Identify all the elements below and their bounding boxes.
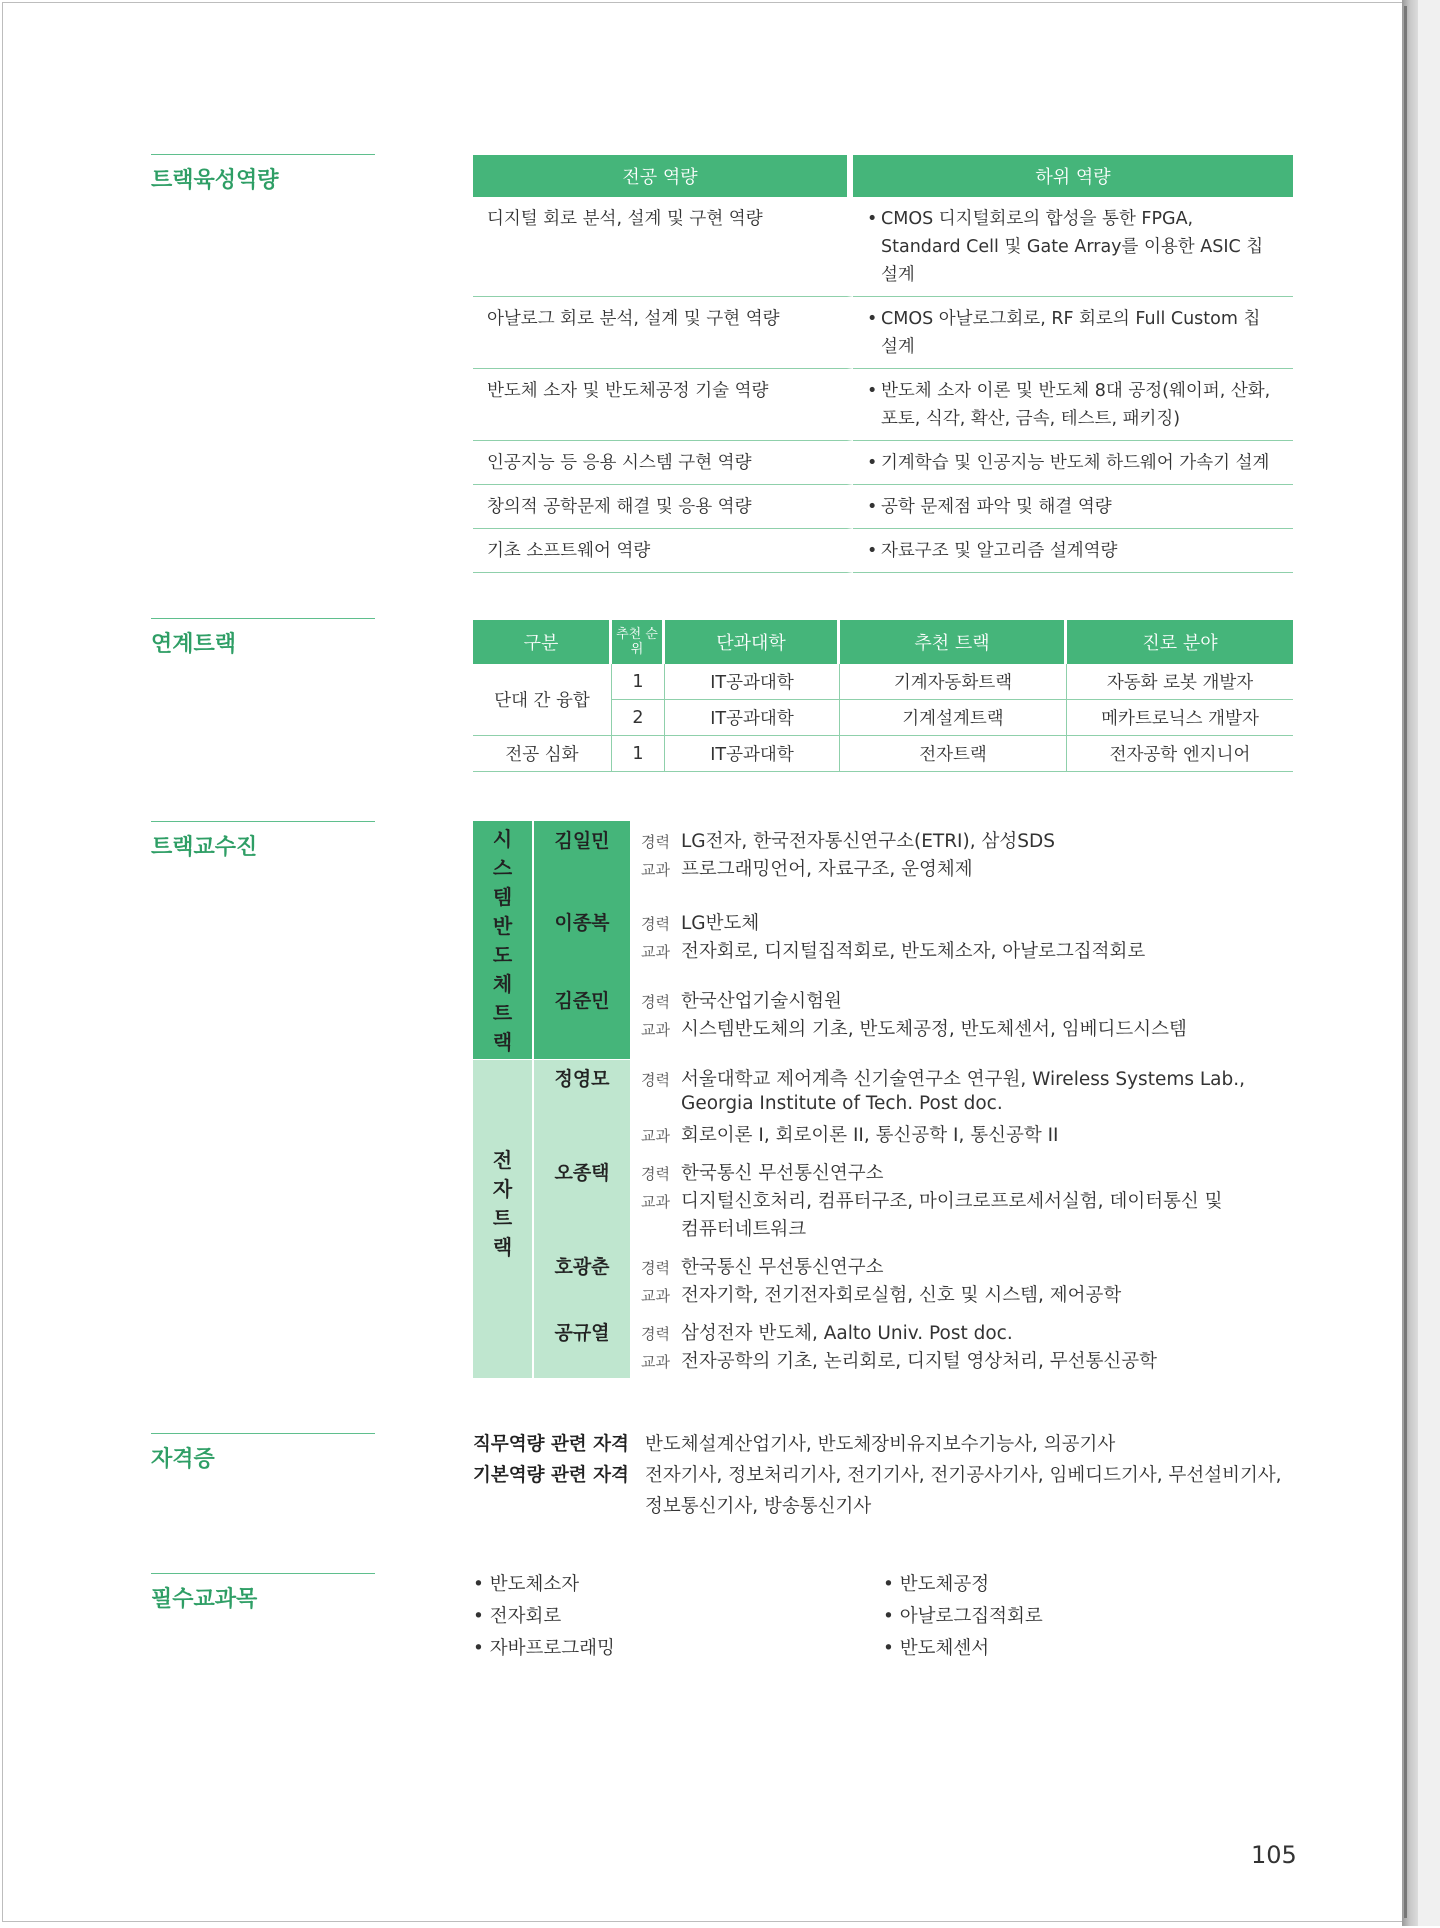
table-row [473,441,1293,485]
header-category: 구분 [473,620,612,664]
basic-certificates: 기본역량 관련 자격 전자기사, 정보처리기사, 전기기사, 전기공사기사, 임베디드기사, 무선설비기사, [473,1465,1282,1486]
professor-name: 호광춘 [554,1256,610,1278]
sub-cell: • 반도체 소자 이론 및 반도체 8대 공정(웨이퍼, 산화, 포토, 식각, 확산, 금속, 테스트, 패키징) [853,369,1293,441]
sub-cell: • CMOS 디지털회로의 합성을 통한 FPGA, Standard Cell 및 Gate Array를 이용한 ASIC 칩 설계 [853,197,1293,297]
major-cell: 인공지능 등 응용 시스템 구현 역량 [473,441,853,485]
rank-cell: 1 [612,736,665,772]
college-cell: IT공과대학 [665,664,840,700]
professor-name: 김일민 [554,830,610,852]
header-college: 단과대학 [665,620,840,664]
required-course-item: • 반도체소자 [473,1574,580,1595]
header-career: 진로 분야 [1067,620,1293,664]
track-cell: 전자트랙 [840,736,1067,772]
sub-cell: • 기계학습 및 인공지능 반도체 하드웨어 가속기 설계 [853,441,1293,485]
course-line: 교과 디지털신호처리, 컴퓨터구조, 마이크로프로세서실험, 데이터통신 및 [641,1191,1223,1212]
professor-name: 오종택 [554,1162,610,1184]
course-line: 교과 전자회로, 디지털집적회로, 반도체소자, 아날로그집적회로 [641,941,1146,962]
section-title-competency: 트랙육성역량 [151,154,375,194]
category-system-semiconductor: 시 스 템 반 도 체 트 랙 [473,821,532,1059]
section-title-linked-track: 연계트랙 [151,618,375,658]
header-track: 추천 트랙 [840,620,1067,664]
page-edge-line [1404,6,1407,1918]
basic-certificates-cont: 정보통신기사, 방송통신기사 [645,1496,872,1517]
career-line: 경력 한국통신 무선통신연구소 [641,1163,884,1184]
course-line: 교과 회로이론 I, 회로이론 II, 통신공학 I, 통신공학 II [641,1125,1059,1146]
table-row [473,369,1293,441]
competency-table [473,155,1293,573]
table-row [473,529,1293,573]
section-title-certificate: 자격증 [151,1433,375,1473]
sub-cell: • CMOS 아날로그회로, RF 회로의 Full Custom 칩 설계 [853,297,1293,369]
major-cell: 디지털 회로 분석, 설계 및 구현 역량 [473,197,853,297]
required-course-item: • 아날로그집적회로 [883,1606,1043,1627]
section-title-required-courses: 필수교과목 [151,1573,375,1613]
career-line: 경력 LG전자, 한국전자통신연구소(ETRI), 삼성SDS [641,831,1055,852]
category-electronics: 전 자 트 랙 [473,1060,532,1378]
table-row [473,664,1293,700]
group-cell: 전공 심화 [473,736,612,772]
professor-name: 정영모 [554,1068,610,1090]
rank-cell: 1 [612,664,665,700]
header-sub-competency: 하위 역량 [853,155,1293,197]
sub-cell: • 공학 문제점 파악 및 해결 역량 [853,485,1293,529]
scrollbar[interactable] [1418,0,1440,1926]
required-course-item: • 반도체공정 [883,1574,990,1595]
professor-name: 이종복 [554,912,610,934]
career-line: 경력 삼성전자 반도체, Aalto Univ. Post doc. [641,1323,1013,1344]
course-line: 컴퓨터네트워크 [681,1219,807,1240]
table-row [473,297,1293,369]
course-line: 교과 시스템반도체의 기초, 반도체공정, 반도체센서, 임베디드시스템 [641,1019,1187,1040]
header-rank: 추천 순위 [612,620,665,664]
group-cell: 단대 간 융합 [473,664,612,736]
name-column [534,821,630,1059]
career-cell: 전자공학 엔지니어 [1067,736,1293,772]
career-line: 경력 한국산업기술시험원 [641,991,842,1012]
career-line: 경력 한국통신 무선통신연구소 [641,1257,884,1278]
major-cell: 반도체 소자 및 반도체공정 기술 역량 [473,369,853,441]
header-major-competency: 전공 역량 [473,155,853,197]
track-cell: 기계자동화트랙 [840,664,1067,700]
course-line: 교과 전자기학, 전기전자회로실험, 신호 및 시스템, 제어공학 [641,1285,1122,1306]
career-cell: 자동화 로봇 개발자 [1067,664,1293,700]
professor-name: 공규열 [554,1322,610,1344]
college-cell: IT공과대학 [665,700,840,736]
required-course-item: • 자바프로그래밍 [473,1638,615,1659]
course-line: 교과 전자공학의 기초, 논리회로, 디지털 영상처리, 무선통신공학 [641,1351,1157,1372]
career-line: Georgia Institute of Tech. Post doc. [681,1093,1003,1114]
career-line: 경력 LG반도체 [641,913,760,934]
page-number: 105 [1251,1841,1297,1869]
section-title-faculty: 트랙교수진 [151,821,375,861]
linked-track-table [473,620,1293,772]
table-row [473,197,1293,297]
major-cell: 아날로그 회로 분석, 설계 및 구현 역량 [473,297,853,369]
major-cell: 창의적 공학문제 해결 및 응용 역량 [473,485,853,529]
track-cell: 기계설계트랙 [840,700,1067,736]
table-row [473,485,1293,529]
document-page [2,2,1404,1922]
college-cell: IT공과대학 [665,736,840,772]
career-line: 경력 서울대학교 제어계측 신기술연구소 연구원, Wireless Systems Lab., [641,1069,1246,1090]
required-course-item: • 반도체센서 [883,1638,990,1659]
rank-cell: 2 [612,700,665,736]
career-cell: 메카트로닉스 개발자 [1067,700,1293,736]
professor-name: 김준민 [554,990,610,1012]
table-row [473,736,1293,772]
course-line: 교과 프로그래밍언어, 자료구조, 운영체제 [641,859,973,880]
required-course-item: • 전자회로 [473,1606,562,1627]
major-cell: 기초 소프트웨어 역량 [473,529,853,573]
sub-cell: • 자료구조 및 알고리즘 설계역량 [853,529,1293,573]
job-certificates: 직무역량 관련 자격 반도체설계산업기사, 반도체장비유지보수기능사, 의공기사 [473,1434,1116,1455]
